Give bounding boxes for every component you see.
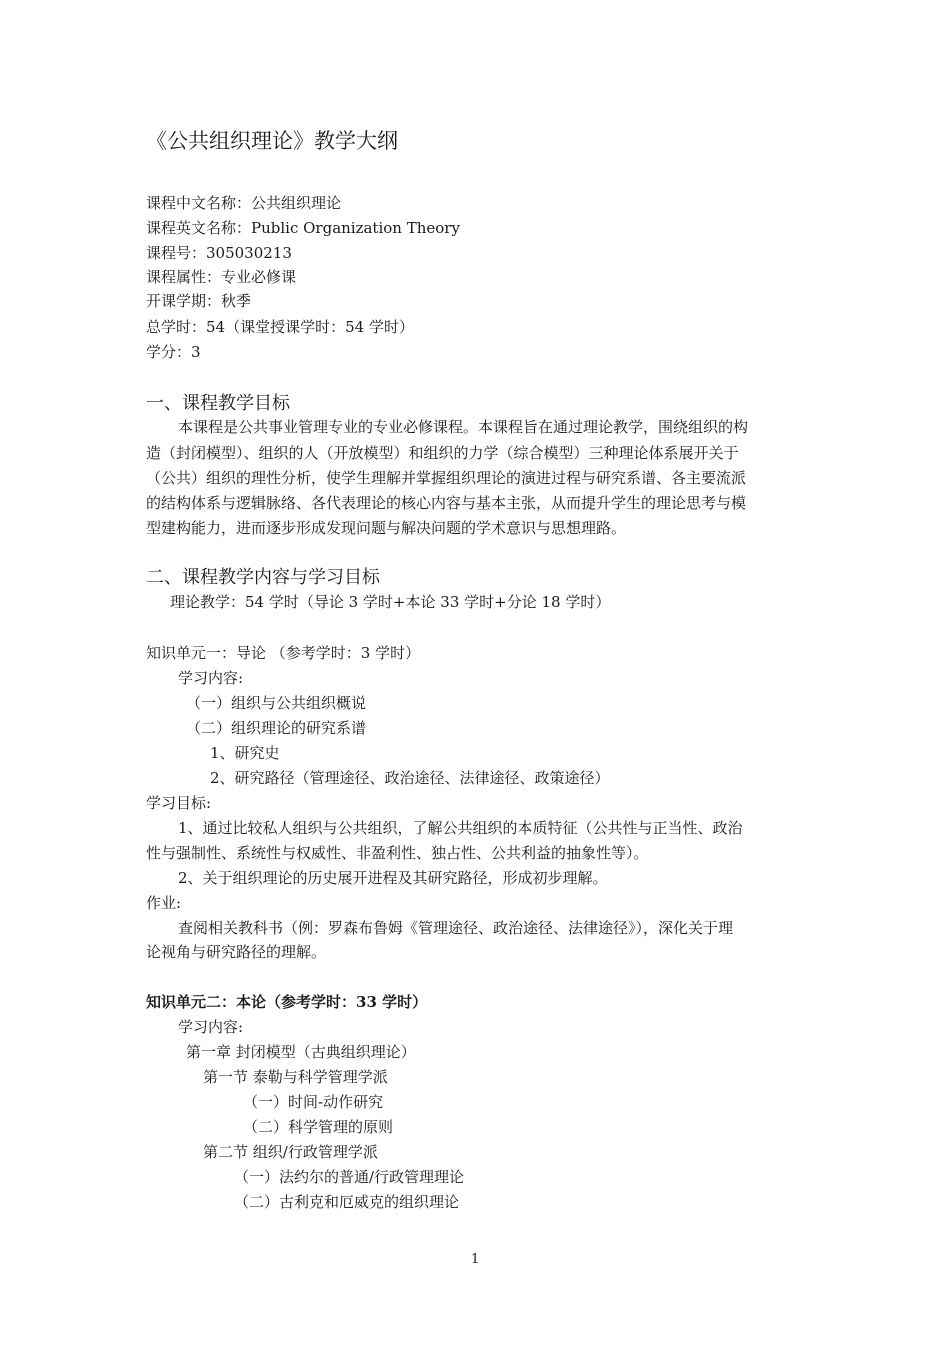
- info-total-hours: 总学时：54（课堂授课学时：54 学时）: [146, 318, 414, 336]
- unit2-chapter: 第一章 封闭模型（古典组织理论）: [186, 1043, 416, 1061]
- unit2-content-label: 学习内容:: [178, 1018, 244, 1036]
- section1-heading: 一、课程教学目标: [146, 393, 290, 414]
- section1-line: 型建构能力，进而逐步形成发现问题与解决问题的学术意识与思想理路。: [146, 519, 627, 537]
- page-number: 1: [471, 1252, 480, 1267]
- info-english-name: 课程英文名称：Public Organization Theory: [146, 219, 460, 237]
- unit2-section-item: （一）时间-动作研究: [243, 1093, 384, 1111]
- unit1-content-label: 学习内容:: [178, 669, 244, 687]
- unit1-subitem: 1、研究史: [210, 744, 280, 762]
- unit2-section: 第一节 泰勒与科学管理学派: [203, 1068, 388, 1086]
- unit2-section-item: （二）科学管理的原则: [243, 1118, 394, 1136]
- document-title: 《公共组织理论》教学大纲: [146, 129, 398, 153]
- unit2-heading: 知识单元二：本论（参考学时：33 学时）: [146, 993, 428, 1011]
- unit1-goal-line: 1、通过比较私人组织与公共组织，了解公共组织的本质特征（公共性与正当性、政治: [178, 819, 743, 837]
- section1-line: 本课程是公共事业管理专业的专业必修课程。本课程旨在通过理论教学，围绕组织的构: [178, 418, 749, 436]
- info-credits: 学分：3: [146, 343, 201, 361]
- unit1-goals-label: 学习目标:: [146, 794, 212, 812]
- section1-line: 的结构体系与逻辑脉络、各代表理论的核心内容与基本主张，从而提升学生的理论思考与模: [146, 494, 747, 512]
- unit1-item: （一）组织与公共组织概说: [186, 694, 367, 712]
- unit1-goal-line: 2、关于组织理论的历史展开进程及其研究路径，形成初步理解。: [178, 869, 608, 887]
- unit1-goal-line: 性与强制性、系统性与权威性、非盈利性、独占性、公共利益的抽象性等）。: [146, 844, 649, 862]
- info-course-number: 课程号：305030213: [146, 244, 292, 262]
- info-course-type: 课程属性：专业必修课: [146, 268, 297, 286]
- unit2-section-item: （二）古利克和厄威克的组织理论: [234, 1193, 460, 1211]
- unit1-subitem: 2、研究路径（管理途径、政治途径、法律途径、政策途径）: [210, 769, 610, 787]
- unit1-homework-label: 作业:: [146, 894, 182, 912]
- section1-line: （公共）组织的理性分析，使学生理解并掌握组织理论的演进过程与研究系谱、各主要流派: [146, 469, 747, 487]
- unit1-heading: 知识单元一：导论 （参考学时：3 学时）: [146, 644, 421, 662]
- section2-hours: 理论教学：54 学时（导论 3 学时+本论 33 学时+分论 18 学时）: [170, 593, 611, 611]
- unit1-homework-line: 论视角与研究路径的理解。: [146, 943, 327, 961]
- info-semester: 开课学期：秋季: [146, 292, 252, 310]
- section1-line: 造（封闭模型）、组织的人（开放模型）和组织的力学（综合模型）三种理论体系展开关于: [146, 444, 739, 462]
- section2-heading: 二、课程教学内容与学习目标: [146, 567, 380, 588]
- unit2-section: 第二节 组织/行政管理学派: [203, 1143, 378, 1161]
- unit2-section-item: （一）法约尔的普通/行政管理理论: [234, 1168, 465, 1186]
- info-chinese-name: 课程中文名称：公共组织理论: [146, 194, 342, 212]
- unit1-homework-line: 查阅相关教科书（例：罗森布鲁姆《管理途径、政治途径、法律途径》），深化关于理: [178, 919, 734, 937]
- unit1-item: （二）组织理论的研究系谱: [186, 719, 367, 737]
